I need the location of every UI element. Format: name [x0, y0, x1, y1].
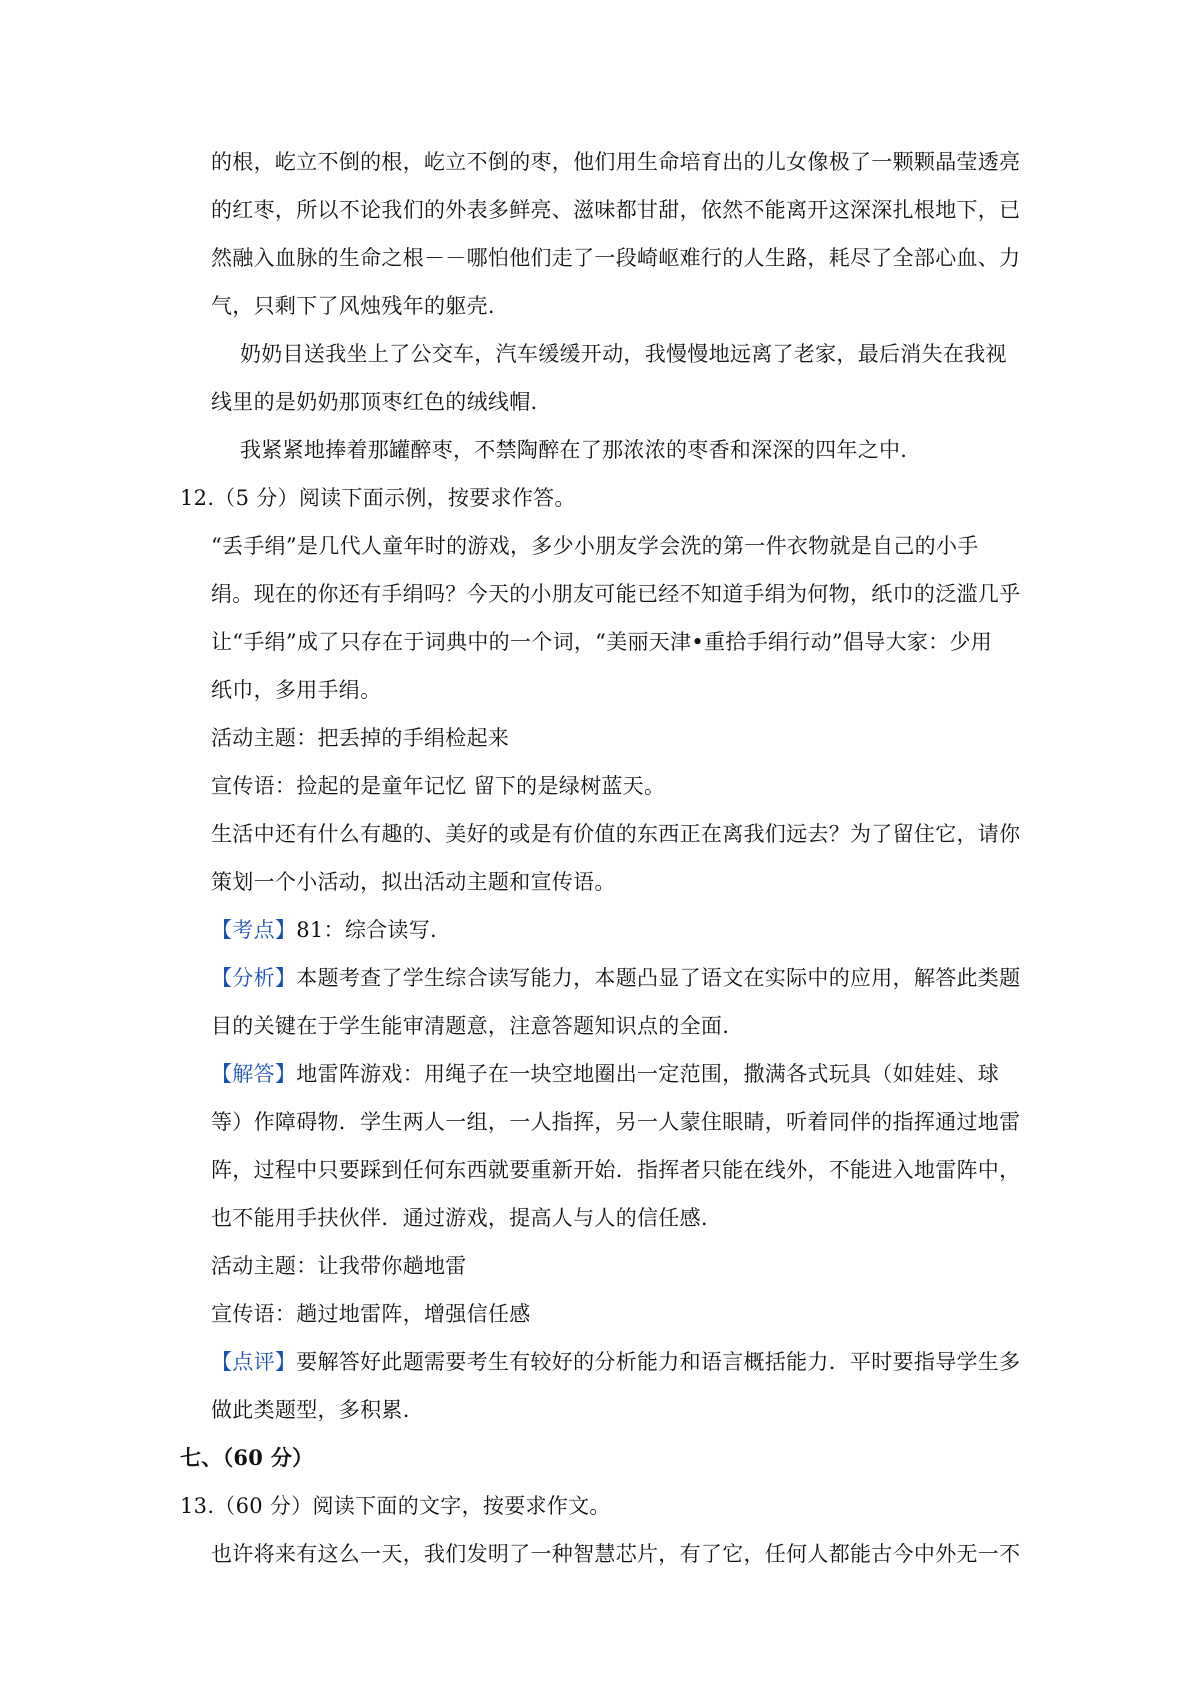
story-line-3: 然融入血脉的生命之根－－哪怕他们走了一段崎岖难行的人生路，耗尽了全部心血、力 — [211, 246, 1021, 270]
dianping-line-1 — [0, 1338, 1200, 1386]
jieda-tag: 【解答】 — [211, 1062, 297, 1086]
jieda-line-3: 阵，过程中只要踩到任何东西就要重新开始．指挥者只能在线外，不能进入地雷阵中， — [211, 1158, 1021, 1182]
dianping-line-2: 做此类题型，多积累. — [211, 1398, 410, 1422]
jieda-line-1 — [0, 1050, 1200, 1098]
kaodian-tag: 【考点】 — [211, 918, 297, 942]
kaodian-text: 81：综合读写. — [296, 918, 437, 942]
fenxi-tag: 【分析】 — [211, 966, 297, 990]
answer-slogan: 宣传语：趟过地雷阵，增强信任感 — [211, 1302, 531, 1326]
dianping-tag: 【点评】 — [211, 1350, 297, 1374]
q13-line-1: 也许将来有这么一天，我们发明了一种智慧芯片，有了它，任何人都能古今中外无一不 — [211, 1542, 1021, 1566]
jieda-line-2: 等）作障碍物．学生两人一组，一人指挥，另一人蒙住眼睛，听着同伴的指挥通过地雷 — [211, 1110, 1021, 1134]
story-para3: 我紧紧地捧着那罐醉枣，不禁陶醉在了那浓浓的枣香和深深的四年之中. — [240, 438, 908, 462]
q12-example-line-3: 让“手绢”成了只存在于词典中的一个词，“美丽天津•重拾手绢行动”倡导大家：少用 — [211, 630, 993, 654]
answer-theme: 活动主题：让我带你趟地雷 — [211, 1254, 467, 1278]
q12-task-line-1: 生活中还有什么有趣的、美好的或是有价值的东西正在离我们远去？为了留住它，请你 — [211, 822, 1021, 846]
jieda-text-1: 地雷阵游戏：用绳子在一块空地圈出一定范围，撒满各式玩具（如娃娃、球 — [296, 1062, 1000, 1086]
q12-task-line-2: 策划一个小活动，拟出活动主题和宣传语。 — [211, 870, 616, 894]
q12-theme: 活动主题：把丢掉的手绢检起来 — [211, 726, 510, 750]
dianping-text-1: 要解答好此题需要考生有较好的分析能力和语言概括能力．平时要指导学生多 — [296, 1350, 1021, 1374]
document-content — [0, 138, 1200, 1578]
q12-header: 12.（5 分）阅读下面示例，按要求作答。 — [180, 486, 576, 510]
story-line-4: 气，只剩下了风烛残年的躯壳. — [211, 294, 495, 318]
section7-header: 七、（60 分） — [180, 1445, 314, 1470]
story-line-2: 的红枣，所以不论我们的外表多鲜亮、滋味都甘甜，依然不能离开这深深扎根地下，已 — [211, 198, 1021, 222]
q12-example-line-2: 绢。现在的你还有手绢吗？今天的小朋友可能已经不知道手绢为何物，纸巾的泛滥几乎 — [211, 582, 1021, 606]
story-line-1: 的根，屹立不倒的根，屹立不倒的枣，他们用生命培育出的儿女像极了一颗颗晶莹透亮 — [211, 150, 1021, 174]
jieda-line-4: 也不能用手扶伙伴．通过游戏，提高人与人的信任感. — [211, 1206, 708, 1230]
q12-example-line-1: “丢手绢”是几代人童年时的游戏，多少小朋友学会洗的第一件衣物就是自己的小手 — [211, 534, 979, 558]
fenxi-line-2: 目的关键在于学生能审清题意，注意答题知识点的全面. — [211, 1014, 730, 1038]
fenxi-text-1: 本题考查了学生综合读写能力，本题凸显了语文在实际中的应用，解答此类题 — [296, 966, 1021, 990]
q12-slogan: 宣传语：捡起的是童年记忆 留下的是绿树蓝天。 — [211, 774, 666, 798]
fenxi-line-1 — [0, 954, 1200, 1002]
story-para2-line-1: 奶奶目送我坐上了公交车，汽车缓缓开动，我慢慢地远离了老家，最后消失在我视 — [240, 342, 1007, 366]
q12-example-line-4: 纸巾，多用手绢。 — [211, 678, 382, 702]
q13-header: 13.（60 分）阅读下面的文字，按要求作文。 — [180, 1494, 611, 1518]
story-para2-line-2: 线里的是奶奶那顶枣红色的绒线帽. — [211, 390, 538, 414]
kaodian-line — [0, 906, 1200, 954]
